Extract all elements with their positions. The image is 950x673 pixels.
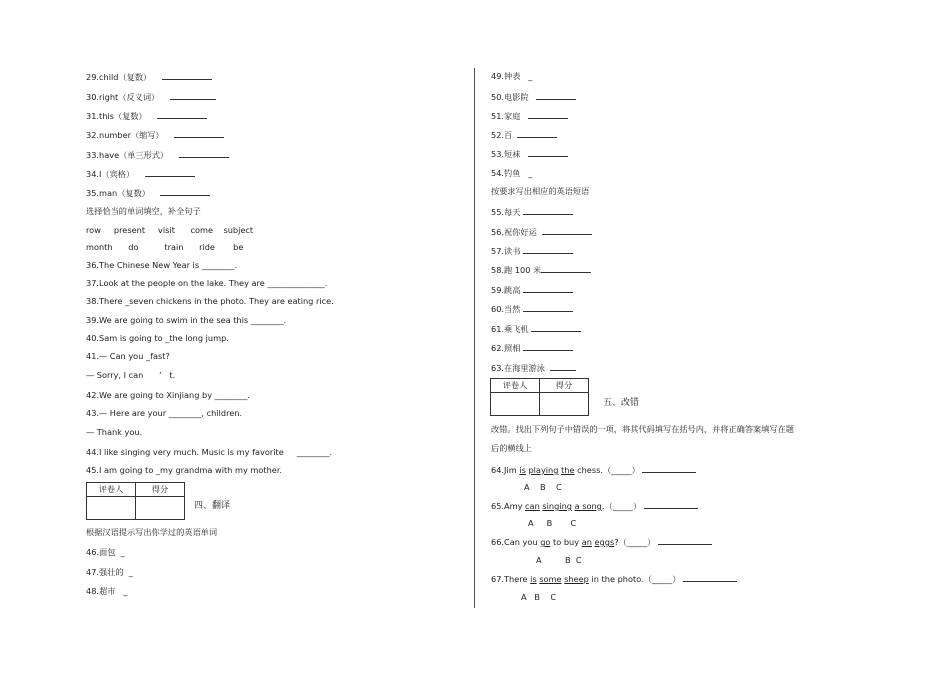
answer-blank[interactable] [550, 362, 576, 371]
question-39: 39.We are going to swim in the sea this ________. [86, 315, 287, 325]
question-62: 62.照相 [491, 342, 573, 354]
option-b: some [539, 574, 562, 584]
answer-blank[interactable] [528, 148, 568, 157]
question-34: 34.I（宾格） [86, 168, 195, 180]
question-33: 33.have（单三形式） [86, 149, 229, 161]
question-66-options: A B C [536, 555, 582, 565]
section-4-title: 四、翻译 [194, 501, 231, 511]
answer-blank[interactable] [528, 110, 568, 119]
answer-blank[interactable] [541, 264, 591, 273]
question-45: 45.I am going to _my grandma with my mother. [86, 465, 283, 475]
grader-cell[interactable] [491, 393, 540, 416]
score-header: 得分 [540, 379, 589, 393]
question-58: 58.跑 100 米 [491, 264, 591, 276]
question-41b: — Sorry, I can ’ t. [86, 370, 176, 380]
question-41a: 41.— Can you _fast? [86, 351, 170, 361]
question-51: 51.家庭 [491, 110, 568, 122]
score-table-5 [490, 378, 589, 416]
question-44: 44.I like singing very much. Music is my favorite ________. [86, 447, 333, 457]
answer-blank[interactable] [162, 71, 212, 80]
section-5-title: 五、改错 [603, 398, 640, 408]
question-49: 49.钟表 _ [491, 71, 533, 81]
answer-blank[interactable] [174, 129, 224, 138]
question-55: 55.每天 [491, 206, 573, 218]
question-67-options: A B C [521, 592, 557, 602]
question-65: 65.Amy can singing a song.（_____） [491, 500, 698, 512]
grader-cell[interactable] [87, 497, 136, 520]
question-43a: 43.— Here are your ________, children. [86, 408, 243, 418]
question-43b: — Thank you. [86, 427, 143, 437]
question-30: 30.right（反义词） [86, 91, 216, 103]
question-54: 54.钓鱼 _ [491, 168, 533, 178]
question-40: 40.Sam is going to _the long jump. [86, 333, 229, 343]
option-b: playing [528, 465, 559, 475]
question-52: 52.百 [491, 129, 557, 141]
question-59: 59.跳高 [491, 284, 573, 296]
question-38: 38.There _seven chickens in the photo. They are eating rice. [86, 296, 334, 306]
answer-blank[interactable] [157, 110, 207, 119]
instruction-correction-1: 改错。找出下列句子中错误的一项，将其代码填写在括号内，并将正确答案填写在题 [491, 424, 794, 434]
question-60: 60.当然 [491, 303, 573, 315]
question-61: 61.乘飞机 [491, 323, 581, 335]
option-c: sheep [564, 574, 589, 584]
option-b: singing [542, 501, 572, 511]
option-a: can [525, 501, 540, 511]
instruction-translate: 根据汉语提示写出你学过的英语单词 [86, 527, 218, 537]
score-header: 得分 [136, 483, 185, 497]
instruction-fill-words: 选择恰当的单词填空，补全句子 [86, 206, 201, 216]
question-36: 36.The Chinese New Year is ________. [86, 260, 238, 270]
word-bank-line-2: month do train ride be [86, 242, 244, 252]
option-a: is [530, 574, 537, 584]
question-65-options: A B C [528, 518, 577, 528]
question-32: 32.number（缩写） [86, 129, 224, 141]
grader-header: 评卷人 [491, 379, 540, 393]
answer-blank[interactable] [536, 91, 576, 100]
column-divider [474, 68, 475, 608]
question-64: 64.Jim is playing the chess.（_____） [491, 464, 696, 476]
answer-blank[interactable] [683, 573, 737, 582]
answer-blank[interactable] [170, 91, 216, 100]
question-37: 37.Look at the people on the lake. They are ______________. [86, 278, 328, 288]
answer-blank[interactable] [523, 303, 573, 312]
answer-blank[interactable] [531, 323, 581, 332]
answer-blank[interactable] [523, 206, 573, 215]
question-42: 42.We are going to Xinjiang by ________. [86, 390, 251, 400]
option-c: the [561, 465, 575, 475]
answer-blank[interactable] [644, 500, 698, 509]
answer-blank[interactable] [658, 536, 712, 545]
question-53: 53.短袜 [491, 148, 568, 160]
question-48: 48.超市 _ [86, 586, 128, 596]
option-b: an [581, 537, 592, 547]
instruction-correction-2: 后的横线上 [491, 443, 532, 453]
answer-blank[interactable] [523, 284, 573, 293]
question-67: 67.There is some sheep in the photo.（_____） [491, 573, 737, 585]
answer-blank[interactable] [517, 129, 557, 138]
instruction-phrases: 按要求写出相应的英语短语 [491, 186, 590, 196]
question-57: 57.读书 [491, 245, 573, 257]
option-a: go [540, 537, 551, 547]
question-31: 31.this（复数） [86, 110, 207, 122]
score-cell[interactable] [540, 393, 589, 416]
score-cell[interactable] [136, 497, 185, 520]
answer-blank[interactable] [145, 168, 195, 177]
answer-blank[interactable] [179, 149, 229, 158]
question-46: 46.面包 _ [86, 547, 125, 557]
question-47: 47.强壮的 _ [86, 567, 133, 577]
question-35: 35.man（复数） [86, 187, 210, 199]
answer-blank[interactable] [542, 226, 592, 235]
option-c: a song [574, 501, 602, 511]
answer-blank[interactable] [523, 342, 573, 351]
grader-header: 评卷人 [87, 483, 136, 497]
question-29: 29.child（复数） [86, 71, 212, 83]
question-66: 66.Can you go to buy an eggs?（_____） [491, 536, 712, 548]
answer-blank[interactable] [523, 245, 573, 254]
option-a: is [519, 465, 526, 475]
question-56: 56.祝你好运 [491, 226, 592, 238]
option-c: eggs [594, 537, 615, 547]
question-64-options: A B C [524, 482, 562, 492]
question-63: 63.在海里游泳 [491, 362, 576, 374]
score-table-4 [86, 482, 185, 520]
question-50: 50.电影院 [491, 91, 576, 103]
word-bank-line-1: row present visit come subject [86, 225, 254, 235]
answer-blank[interactable] [642, 464, 696, 473]
answer-blank[interactable] [160, 187, 210, 196]
